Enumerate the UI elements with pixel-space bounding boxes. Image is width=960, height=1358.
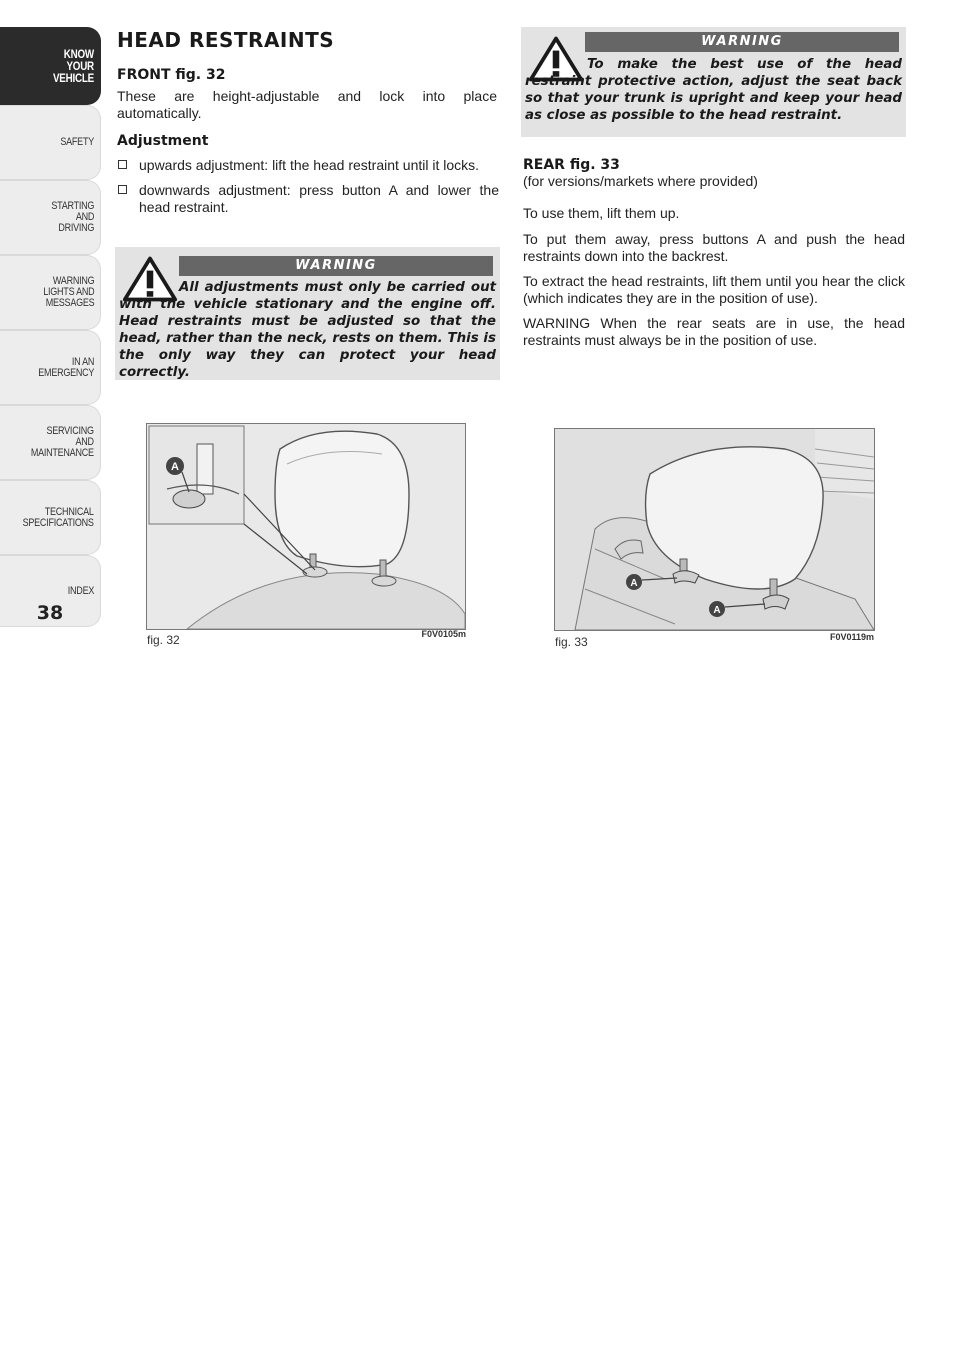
tab-label: TECHNICAL SPECIFICATIONS — [22, 505, 94, 529]
marker-a-label-1: A — [630, 578, 638, 589]
warning-box-right — [521, 27, 906, 137]
bullet-text: upwards adjustment: lift the head restraint until it locks. — [139, 157, 480, 173]
tab-label: SERVICING AND MAINTENANCE — [31, 425, 94, 459]
tab-label: IN AN EMERGENCY — [38, 355, 94, 379]
tab-label: KNOW YOUR VEHICLE — [53, 47, 94, 85]
rear-head-restraint-illustration — [555, 429, 874, 630]
warning-label: WARNING — [179, 256, 493, 276]
checkbox-bullet-icon — [118, 185, 127, 194]
tab-warning-lights[interactable] — [0, 255, 101, 330]
tab-label: SAFETY — [60, 136, 94, 148]
page-number: 38 — [36, 602, 64, 624]
tab-label: STARTING AND DRIVING — [51, 200, 94, 234]
warning-text: To make the best use of the head restraint protective action, adjust the seat back so that your trunk is upright and keep your head as close as possible to the head restraint. — [525, 57, 902, 123]
rear-paragraph-4: WARNING When the rear seats are in use, the head restraints must always be in the position of use. — [523, 315, 905, 348]
tab-label: INDEX — [67, 584, 94, 597]
tab-servicing[interactable] — [0, 405, 101, 480]
tab-technical-specifications[interactable] — [0, 480, 101, 555]
rear-paragraph-2: To put them away, press buttons A and push the head restraints down into the backrest. — [523, 231, 905, 264]
marker-a-label-2: A — [713, 605, 721, 616]
list-item — [117, 157, 499, 174]
checkbox-bullet-icon — [118, 160, 127, 169]
tab-know-your-vehicle[interactable] — [0, 27, 101, 105]
warning-box-left — [115, 247, 500, 380]
front-paragraph: These are height-adjustable and lock into place automatically. — [117, 88, 497, 121]
page-title: HEAD RESTRAINTS — [117, 28, 335, 52]
warning-label: WARNING — [585, 32, 899, 52]
rear-paragraph-1: To use them, lift them up. — [523, 205, 680, 221]
tab-safety[interactable] — [0, 105, 101, 180]
warning-text: All adjustments must only be carried out with the vehicle stationary and the engine off. Head restraints must be adjusted so that the head, rather than the neck, rests on them. This is the only way they can protect your head correctly. — [119, 280, 496, 380]
list-item — [117, 182, 499, 216]
tab-label: WARNING LIGHTS AND MESSAGES — [42, 275, 94, 309]
adjustment-subheading: Adjustment — [117, 133, 209, 149]
rear-paragraph-3: To extract the head restraints, lift them until you hear the click (which indicates they are in the position of use). — [523, 273, 905, 306]
figure-32 — [146, 423, 466, 630]
tab-starting-and-driving[interactable] — [0, 180, 101, 255]
rear-subheading: REAR fig. 33 — [523, 157, 620, 173]
marker-a-label: A — [171, 461, 179, 473]
tab-in-an-emergency[interactable] — [0, 330, 101, 405]
figure-33 — [554, 428, 875, 631]
front-subheading: FRONT fig. 32 — [117, 67, 226, 83]
figure-code-32: F0V0105m — [421, 629, 466, 639]
head-restraint-illustration — [147, 424, 465, 629]
figure-code-33: F0V0119m — [829, 632, 874, 642]
rear-note: (for versions/markets where provided) — [523, 173, 758, 189]
figure-caption-33: fig. 33 — [555, 635, 588, 649]
bullet-text: downwards adjustment: press button A and lower the head restraint. — [139, 182, 499, 215]
figure-caption-32: fig. 32 — [147, 633, 180, 647]
